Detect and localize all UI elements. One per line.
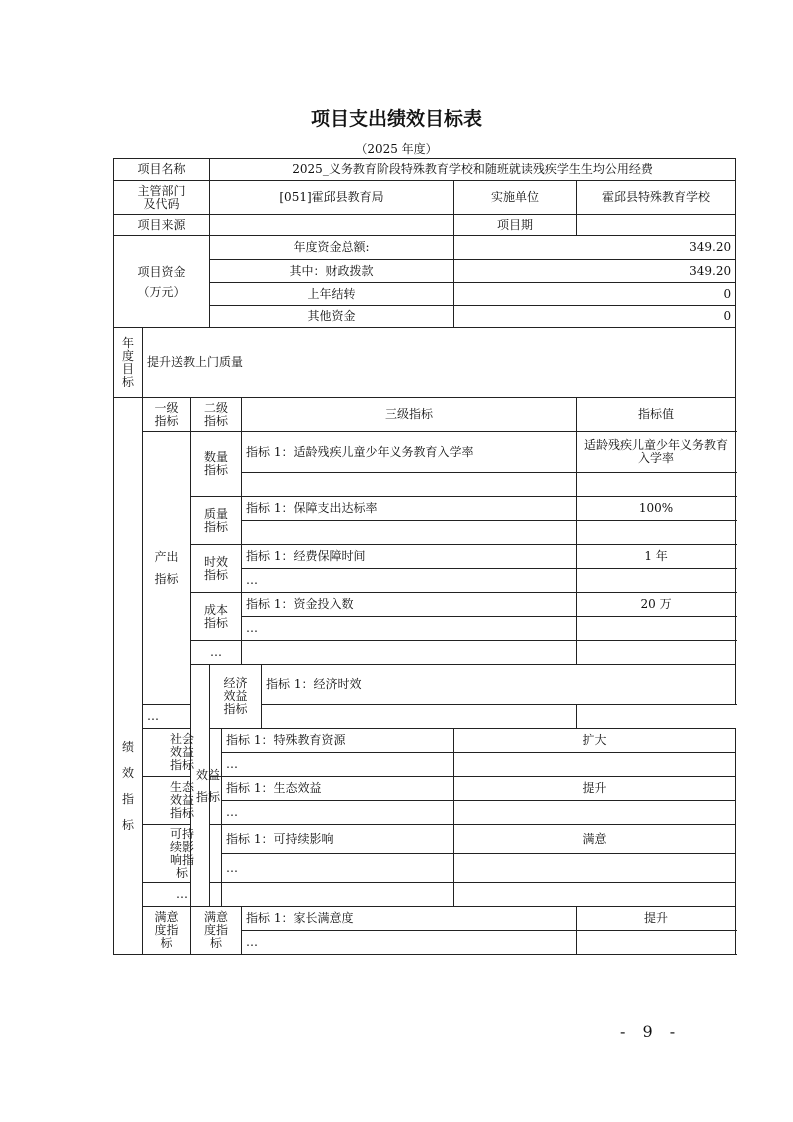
satisfaction-ellipsis: … [242, 931, 577, 955]
output-more-ellipsis: … [191, 641, 242, 665]
quantity-indicator: 指标 1：适龄残疾儿童少年义务教育入学率 [242, 432, 577, 473]
performance-table [113, 158, 736, 955]
table-row [114, 236, 736, 260]
perf-label: 绩效指标 [114, 398, 143, 955]
table-row [114, 215, 736, 236]
period-value [577, 215, 736, 236]
table-row [114, 593, 736, 617]
social-label: 社会效益指标 [143, 729, 222, 777]
annual-goal-value: 提升送教上门质量 [143, 328, 736, 398]
table-row [114, 497, 736, 521]
header-value: 指标值 [577, 398, 736, 432]
social-indicator: 指标 1：特殊教育资源 [222, 729, 454, 753]
dept-value: [051]霍邱县教育局 [210, 181, 454, 215]
satisfaction-value: 提升 [577, 907, 736, 931]
funds-other-value: 0 [454, 306, 736, 328]
funds-total-label: 年度资金总额: [210, 236, 454, 260]
cost-value: 20 万 [577, 593, 736, 617]
funds-label: 项目资金 （万元） [114, 236, 210, 328]
table-row [114, 705, 736, 729]
table-row [114, 729, 736, 753]
cost-label: 成本指标 [191, 593, 242, 641]
eco-indicator: 指标 1：生态效益 [222, 777, 454, 801]
funds-fiscal-label: 其中：财政拨款 [210, 260, 454, 283]
funds-fiscal-value: 349.20 [454, 260, 736, 283]
header-l2: 二级指标 [191, 398, 242, 432]
economic-label: 经济效益指标 [210, 665, 262, 729]
benefit-more-ellipsis: … [143, 883, 222, 907]
table-row [114, 545, 736, 569]
header-l1: 一级指标 [143, 398, 191, 432]
header-l3: 三级指标 [242, 398, 577, 432]
quality-indicator: 指标 1：保障支出达标率 [242, 497, 577, 521]
dept-label: 主管部门及代码 [114, 181, 210, 215]
impl-label: 实施单位 [454, 181, 577, 215]
economic-indicator: 指标 1：经济时效 [262, 665, 736, 705]
source-label: 项目来源 [114, 215, 210, 236]
quality-label: 质量指标 [191, 497, 242, 545]
cost-ellipsis: … [242, 617, 577, 641]
economic-ellipsis: … [143, 705, 222, 729]
satisfaction-l1-label: 满意度指标 [143, 907, 191, 955]
project-name-value: 2025_义务教育阶段特殊教育学校和随班就读残疾学生生均公用经费 [210, 159, 736, 181]
table-row [114, 641, 736, 665]
annual-goal-label: 年度目标 [114, 328, 143, 398]
satisfaction-l2-label: 满意度指标 [191, 907, 242, 955]
timeliness-value: 1 年 [577, 545, 736, 569]
sustain-ellipsis: … [222, 854, 454, 883]
sustain-indicator: 指标 1：可持续影响 [222, 825, 454, 854]
eco-value: 提升 [454, 777, 736, 801]
benefit-label: 效益指标 [191, 665, 210, 907]
satisfaction-indicator: 指标 1：家长满意度 [242, 907, 577, 931]
table-row [114, 665, 736, 705]
quantity-value: 适龄残疾儿童少年义务教育入学率 [577, 432, 736, 473]
funds-other-label: 其他资金 [210, 306, 454, 328]
quality-value: 100% [577, 497, 736, 521]
timeliness-ellipsis: … [242, 569, 577, 593]
funds-carryover-value: 0 [454, 283, 736, 306]
project-name-label: 项目名称 [114, 159, 210, 181]
page-title: 项目支出绩效目标表 [310, 108, 482, 130]
impl-value: 霍邱县特殊教育学校 [577, 181, 736, 215]
quantity-label: 数量指标 [191, 432, 242, 497]
timeliness-label: 时效指标 [191, 545, 242, 593]
output-label: 产出指标 [143, 432, 191, 705]
table-row [114, 328, 736, 398]
table-row [114, 181, 736, 215]
table-row [114, 432, 736, 473]
social-value: 扩大 [454, 729, 736, 753]
funds-total-value: 349.20 [454, 236, 736, 260]
sustain-label: 可持续影响指标 [143, 825, 222, 883]
funds-carryover-label: 上年结转 [210, 283, 454, 306]
page-subtitle: （2025 年度） [355, 142, 438, 156]
eco-label: 生态效益指标 [143, 777, 222, 825]
sustain-value: 满意 [454, 825, 736, 854]
social-ellipsis: … [222, 753, 454, 777]
table-row [114, 883, 736, 907]
cost-indicator: 指标 1：资金投入数 [242, 593, 577, 617]
eco-ellipsis: … [222, 801, 454, 825]
table-row [114, 398, 736, 432]
timeliness-indicator: 指标 1：经费保障时间 [242, 545, 577, 569]
table-row [114, 159, 736, 181]
table-row [114, 907, 736, 931]
source-value [210, 215, 454, 236]
period-label: 项目期 [454, 215, 577, 236]
page-number: - 9 - [620, 1022, 682, 1041]
table-row [114, 825, 736, 854]
